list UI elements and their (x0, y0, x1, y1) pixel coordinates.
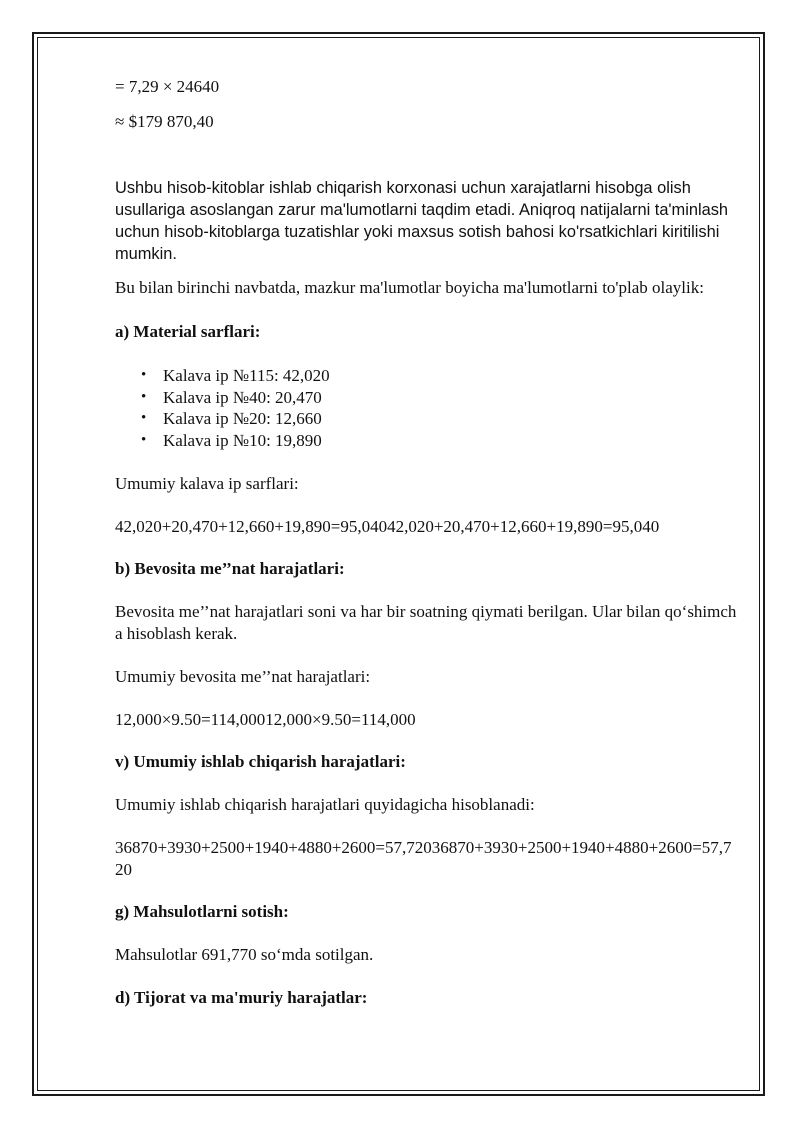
section-a-heading: a) Material sarflari: (115, 322, 261, 341)
section-b-total-label: Umumiy bevosita me’’nat harajatlari: (115, 667, 371, 686)
section-v-formula: 36870+3930+2500+1940+4880+2600=57,72036870+3930+2500+1940+4880+2600=57,720 (115, 838, 732, 879)
section-g-description: Mahsulotlar 691,770 so‘mda sotilgan. (115, 945, 374, 964)
section-a-total-label: Umumiy kalava ip sarflari: (115, 474, 299, 493)
document-body (115, 76, 740, 1009)
list-item: • Kalava ip №40: 20,470 (163, 387, 740, 409)
calc-line-2: ≈ $179 870,40 (115, 112, 214, 131)
section-b-heading: b) Bevosita me’’nat harajatlari: (115, 559, 345, 578)
material-list (115, 365, 740, 451)
section-a-total-formula: 42,020+20,470+12,660+19,890=95,04042,020+20,470+12,660+19,890=95,040 (115, 517, 660, 536)
section-g-heading: g) Mahsulotlarni sotish: (115, 902, 289, 921)
lead-paragraph: Bu bilan birinchi navbatda, mazkur ma'lumotlar boyicha ma'lumotlarni to'plab olaylik: (115, 278, 704, 297)
section-b-total-formula: 12,000×9.50=114,00012,000×9.50=114,000 (115, 710, 416, 729)
section-v-heading: v) Umumiy ishlab chiqarish harajatlari: (115, 752, 406, 771)
list-item: • Kalava ip №20: 12,660 (163, 408, 740, 430)
section-v-description: Umumiy ishlab chiqarish harajatlari quyidagicha hisoblanadi: (115, 795, 535, 814)
list-item: • Kalava ip №10: 19,890 (163, 430, 740, 452)
section-b-description: Bevosita me’’nat harajatlari soni va har bir soatning qiymati berilgan. Ular bilan qo‘shimcha hisoblash kerak. (115, 602, 737, 643)
list-item: • Kalava ip №115: 42,020 (163, 365, 740, 387)
section-d-heading: d) Tijorat va ma'muriy harajatlar: (115, 988, 368, 1007)
intro-paragraph: Ushbu hisob-kitoblar ishlab chiqarish korxonasi uchun xarajatlarni hisobga olish usullariga asoslangan zarur ma'lumotlarni taqdim etadi. Aniqroq natijalarni ta'minlash uchun hisob-kitoblarga tuzatishlar yoki maxsus sotish bahosi ko'rsatkichlari kiritilishi mumkin. (115, 179, 729, 263)
calc-line-1: = 7,29 × 24640 (115, 77, 220, 96)
